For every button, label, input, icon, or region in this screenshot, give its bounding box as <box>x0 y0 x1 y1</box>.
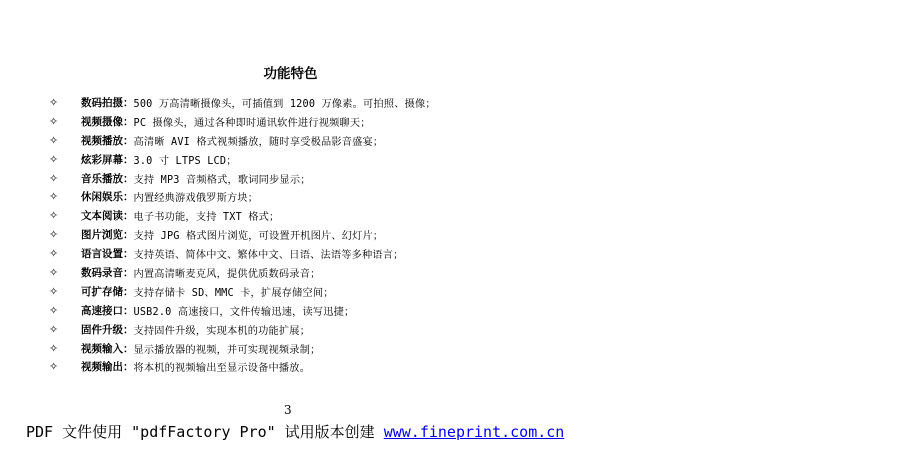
feature-item <box>49 187 436 206</box>
feature-item <box>49 320 436 339</box>
feature-label: 视频摄像： <box>81 115 134 128</box>
diamond-bullet-icon: ✧ <box>49 303 59 317</box>
feature-description: 500 万高清晰摄像头，可插值到 1200 万像素。可拍照、摄像； <box>133 98 436 110</box>
feature-item <box>49 301 436 320</box>
feature-item <box>49 206 436 225</box>
feature-label: 语言设置： <box>81 248 134 261</box>
feature-label: 固件升级： <box>81 323 134 336</box>
diamond-bullet-icon: ✧ <box>49 265 59 279</box>
feature-description: 支持 MP3 音频格式，歌词同步显示； <box>133 174 311 186</box>
diamond-bullet-icon: ✧ <box>49 209 59 223</box>
feature-item <box>49 225 436 244</box>
feature-item <box>49 131 436 150</box>
diamond-bullet-icon: ✧ <box>49 190 59 204</box>
feature-item <box>49 93 436 112</box>
feature-description: PC 摄像头，通过各种即时通讯软件进行视频聊天； <box>133 117 371 129</box>
feature-item <box>49 263 436 282</box>
feature-label: 视频输入： <box>81 342 134 355</box>
feature-label: 视频播放： <box>81 134 134 147</box>
feature-description: 支持英语、简体中文、繁体中文、日语、法语等多种语言； <box>133 250 404 262</box>
page-number: 3 <box>284 403 292 417</box>
feature-item <box>49 244 436 263</box>
feature-description: 内置经典游戏俄罗斯方块； <box>133 193 259 205</box>
diamond-bullet-icon: ✧ <box>49 247 59 261</box>
feature-item <box>49 112 436 131</box>
feature-label: 数码录音： <box>81 266 134 279</box>
feature-item <box>49 150 436 169</box>
feature-item <box>49 169 436 188</box>
feature-item <box>49 357 436 376</box>
diamond-bullet-icon: ✧ <box>49 152 59 166</box>
feature-label: 休闲娱乐： <box>81 191 134 204</box>
feature-description: 支持存储卡 SD、MMC 卡，扩展存储空间； <box>133 287 334 299</box>
feature-description: 电子书功能，支持 TXT 格式； <box>133 212 280 224</box>
diamond-bullet-icon: ✧ <box>49 95 59 109</box>
feature-item <box>49 282 436 301</box>
feature-list <box>49 93 436 376</box>
feature-description: 支持固件升级，实现本机的功能扩展； <box>133 325 311 337</box>
diamond-bullet-icon: ✧ <box>49 171 59 185</box>
footer <box>26 421 564 442</box>
feature-description: USB2.0 高速接口，文件传输迅速，读写迅捷； <box>133 306 355 318</box>
feature-item <box>49 339 436 358</box>
feature-label: 可扩存储： <box>81 285 134 298</box>
footer-link[interactable]: www.fineprint.com.cn <box>383 423 565 441</box>
section-title: 功能特色 <box>263 66 318 82</box>
feature-label: 文本阅读： <box>81 210 134 223</box>
feature-description: 将本机的视频输出至显示设备中播放。 <box>133 363 311 375</box>
feature-label: 音乐播放： <box>81 172 134 185</box>
feature-label: 视频输出： <box>81 361 134 374</box>
feature-label: 数码拍摄： <box>81 96 134 109</box>
feature-description: 高清晰 AVI 格式视频播放，随时享受极品影音盛宴； <box>133 136 384 148</box>
feature-description: 显示播放器的视频，并可实现视频录制； <box>133 344 321 356</box>
feature-label: 炫彩屏幕： <box>81 153 134 166</box>
diamond-bullet-icon: ✧ <box>49 114 59 128</box>
diamond-bullet-icon: ✧ <box>49 360 59 374</box>
diamond-bullet-icon: ✧ <box>49 322 59 336</box>
diamond-bullet-icon: ✧ <box>49 133 59 147</box>
feature-label: 高速接口： <box>81 304 134 317</box>
diamond-bullet-icon: ✧ <box>49 341 59 355</box>
feature-label: 图片浏览： <box>81 229 134 242</box>
feature-description: 支持 JPG 格式图片浏览，可设置开机图片、幻灯片； <box>133 231 384 243</box>
feature-description: 内置高清晰麦克风，提供优质数码录音； <box>133 268 321 280</box>
feature-description: 3.0 寸 LTPS LCD； <box>133 155 237 167</box>
footer-text: PDF 文件使用 "pdfFactory Pro" 试用版本创建 <box>26 423 384 441</box>
diamond-bullet-icon: ✧ <box>49 228 59 242</box>
diamond-bullet-icon: ✧ <box>49 284 59 298</box>
